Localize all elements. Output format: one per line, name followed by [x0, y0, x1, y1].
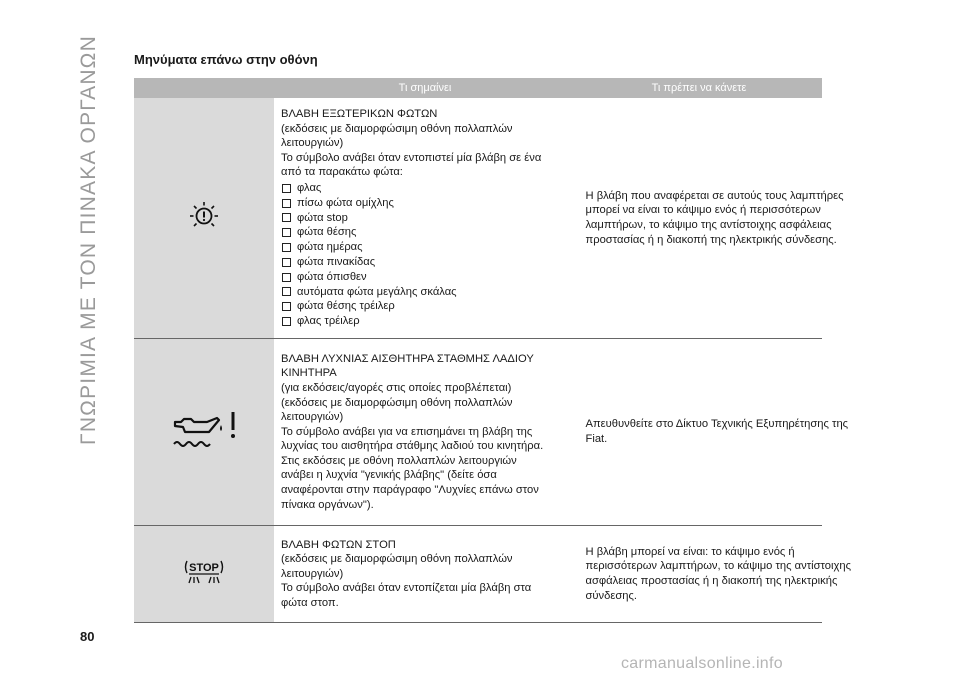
list-item [281, 270, 568, 285]
stop-light-failure-icon [182, 558, 226, 586]
action-line: Απευθυνθείτε στο Δίκτυο Τεχνικής Εξυπηρέτησης της [585, 418, 849, 431]
meaning-line: (εκδόσεις με διαμορφώσιμη οθόνη πολλαπλών [281, 396, 513, 409]
action-line: Η βλάβη που αναφέρεται σε αυτούς τους λαμπτήρες [585, 189, 844, 202]
bullet-box-icon [282, 287, 291, 296]
bullet-box-icon [282, 228, 291, 237]
meaning-line: λυχνίας του αισθητήρα στάθμης λαδιού του κινητήρα. [281, 440, 544, 453]
list-item-label: φώτα θέσης [297, 226, 357, 239]
table-row [134, 526, 822, 623]
meaning-line: Το σύμβολο ανάβει για να επισημάνει τη βλάβη της [281, 425, 533, 438]
table-header-row [134, 78, 822, 98]
list-item [281, 255, 568, 270]
stop-icon-text: STOP [189, 561, 219, 574]
meaning-cell [274, 339, 576, 526]
meaning-cell [274, 98, 576, 339]
page-number: 80 [80, 629, 95, 644]
list-item-label: φώτα θέσης τρέιλερ [297, 300, 395, 313]
list-item-label: αυτόματα φώτα μεγάλης σκάλας [297, 285, 457, 298]
list-item [281, 225, 568, 240]
action-line: σύνδεσης. [585, 589, 637, 602]
header-meaning: Τι σημαίνει [274, 78, 576, 98]
list-item-label: φλας [297, 182, 322, 195]
meaning-line: ανάβει η λυχνία "γενικής βλάβης" (δείτε όσα [281, 469, 497, 482]
action-line: Η βλάβη μπορεί να είναι: το κάψιμο ενός ή [585, 545, 795, 558]
meaning-line: (για εκδόσεις/αγορές στις οποίες προβλέπεται) [281, 381, 512, 394]
meaning-line: Το σύμβολο ανάβει όταν εντοπιστεί μία βλάβη σε ένα [281, 151, 542, 164]
meaning-cell [274, 526, 576, 623]
bullet-box-icon [282, 302, 291, 311]
table-row [134, 98, 822, 339]
meaning-line: ΒΛΑΒΗ ΕΞΩΤΕΡΙΚΩΝ ΦΩΤΩΝ [281, 108, 438, 121]
chapter-side-title [64, 30, 114, 450]
bullet-box-icon [282, 273, 291, 282]
chapter-title-text: ΓΝΩΡΙΜΙΑ ΜΕ ΤΟΝ ΠΙΝΑΚΑ ΟΡΓΑΝΩΝ [77, 35, 100, 445]
meaning-line: Στις εκδόσεις με οθόνη πολλαπλών λειτουργιών [281, 454, 517, 467]
warning-messages-table [134, 78, 851, 623]
meaning-line: λειτουργιών) [281, 137, 344, 150]
meaning-line: αναφέρονται στην παράγραφο "Λυχνίες επάνω στον [281, 484, 539, 497]
oil-level-sensor-icon [171, 410, 237, 450]
page-heading: Μηνύματα επάνω στην οθόνη [134, 52, 318, 67]
icon-cell [134, 98, 274, 339]
list-item [281, 181, 568, 196]
meaning-line: ΒΛΑΒΗ ΦΩΤΩΝ ΣΤΟΠ [281, 538, 396, 551]
bullet-box-icon [282, 243, 291, 252]
meaning-line: λειτουργιών) [281, 567, 344, 580]
icon-cell [134, 526, 274, 623]
meaning-line: φώτα στοπ. [281, 596, 339, 609]
action-line: ασφάλειας προστασίας ή η διακοπή της ηλεκτρικής [585, 575, 838, 587]
meaning-line: πίνακα οργάνων"). [281, 498, 374, 511]
action-line: προστασίας ή η διακοπή της ηλεκτρικής σύνδεσης. [585, 233, 837, 246]
meaning-line: Το σύμβολο ανάβει όταν εντοπίζεται μία βλάβη στα [281, 582, 532, 595]
meaning-line: (εκδόσεις με διαμορφώσιμη οθόνη πολλαπλών [281, 122, 513, 135]
meaning-line: ΒΛΑΒΗ ΛΥΧΝΙΑΣ ΑΙΣΘΗΤΗΡΑ ΣΤΑΘΜΗΣ ΛΑΔΙΟΥ [281, 352, 534, 365]
list-item-label: φλας τρέιλερ [297, 315, 360, 328]
list-item-label: φώτα όπισθεν [297, 270, 367, 283]
list-item-label: φώτα πινακίδας [297, 256, 376, 269]
list-item [281, 314, 568, 329]
bullet-box-icon [282, 199, 291, 208]
table-row [134, 339, 822, 526]
action-cell [576, 98, 844, 339]
list-item [281, 211, 568, 226]
exterior-light-failure-icon [189, 201, 219, 231]
meaning-line: από τα παρακάτω φώτα: [281, 166, 403, 179]
affected-lights-list [281, 181, 568, 329]
list-item-label: πίσω φώτα ομίχλης [297, 196, 394, 209]
list-item [281, 299, 568, 314]
list-item-label: φώτα stop [297, 211, 348, 224]
bullet-box-icon [282, 184, 291, 193]
action-line: μπορεί να είναι το κάψιμο ενός ή περισσότερων [585, 204, 821, 217]
bullet-box-icon [282, 258, 291, 267]
list-item [281, 196, 568, 211]
list-item [281, 285, 568, 300]
meaning-line: (εκδόσεις με διαμορφώσιμη οθόνη πολλαπλών [281, 553, 513, 566]
header-icon-column [134, 78, 274, 98]
list-item-label: φώτα ημέρας [297, 241, 363, 254]
header-action: Τι πρέπει να κάνετε [576, 78, 822, 98]
action-line: Fiat. [585, 433, 608, 445]
meaning-line: λειτουργιών) [281, 411, 344, 424]
action-line: περισσότερων λαμπτήρων, το κάψιμο της αντίστοιχης [585, 560, 851, 573]
icon-cell [134, 339, 274, 526]
watermark: carmanualsonline.info [621, 655, 783, 672]
bullet-box-icon [282, 213, 291, 222]
action-cell [576, 526, 851, 623]
action-cell [576, 339, 849, 526]
list-item [281, 240, 568, 255]
action-line: λαμπτήρων, το κάψιμο της αντίστοιχης ασφάλειας [585, 219, 832, 231]
meaning-line: ΚΙΝΗΤΗΡΑ [281, 367, 337, 380]
bullet-box-icon [282, 317, 291, 326]
